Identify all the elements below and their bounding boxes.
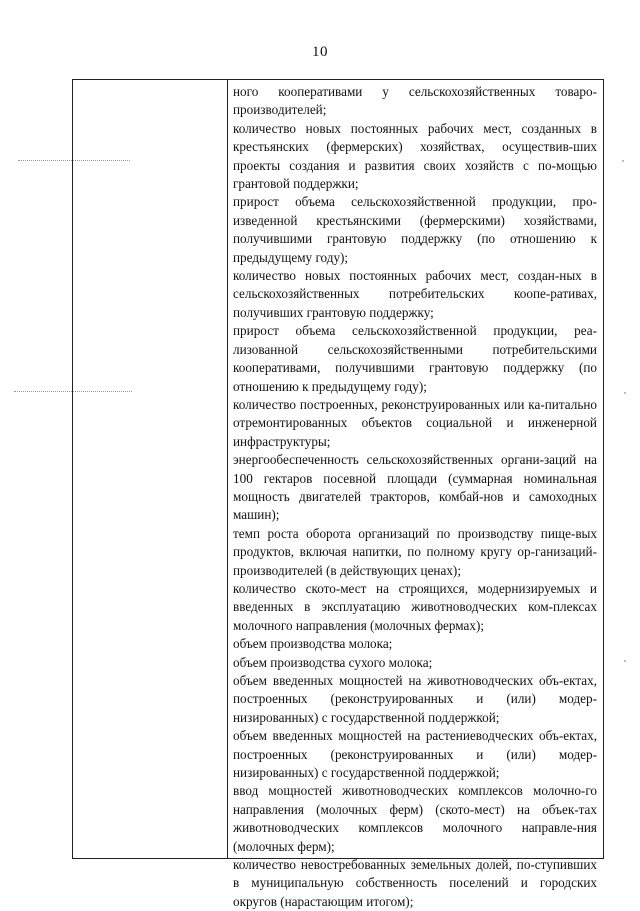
- table-paragraph: количество ското-мест на строящихся, модернизируемых и введенных в эксплуатацию животноводческих ком-плексах молочного направления (молочных фермах);: [233, 580, 597, 633]
- table-paragraph: объем производства молока;: [233, 636, 393, 652]
- table-paragraph: ввод мощностей животноводческих комплексов молочно-го направления (молочных ферм) (ското-мест) на объек-тах животноводческих комплексов молочного направле-ния (молочных ферм);: [233, 783, 597, 854]
- table-paragraph: количество построенных, реконструированных или ка-питально отремонтированных объектов социальной и инженерной инфраструктуры;: [233, 396, 597, 449]
- table-left-cell: [73, 80, 228, 858]
- table-paragraph: объем введенных мощностей на животноводческих объ-ектах, построенных (реконструированных и (или) модер-низированных) с государственной поддержкой;: [233, 673, 597, 725]
- table-paragraph: количество новых постоянных рабочих мест, созданных в крестьянских (фермерских) хозяйствах, осуществив-ших проекты создания и развития своих хозяйств с по-мощью грантовой поддержки;: [233, 120, 597, 192]
- table-paragraph: объем производства сухого молока;: [233, 654, 433, 670]
- table-paragraph: прирост объема сельскохозяйственной продукции, реа-лизованной сельскохозяйственными потребительскими кооперативами, получившими грантовую поддержку (по отношению к предыдущему году);: [233, 323, 597, 394]
- table-paragraph: прирост объема сельскохозяйственной продукции, про-изведенной крестьянскими (фермерскими) хозяйствами, получившими грантовую поддержку (по отношению к предыдущему году);: [233, 194, 597, 265]
- table-paragraph: ного кооперативами у сельскохозяйственных товаро-производителей;: [233, 84, 597, 118]
- table-right-cell: [228, 80, 603, 909]
- scan-dot: [622, 160, 624, 162]
- table-paragraph: объем введенных мощностей на растениеводческих объ-ектах, построенных (реконструированных и (или) модер-низированных) с государственной поддержкой;: [233, 728, 597, 781]
- page-number: 10: [312, 44, 328, 60]
- scan-dot: [624, 660, 626, 662]
- table-paragraph: количество невостребованных земельных долей, по-ступивших в муниципальную собственность поселений и городских округов (нарастающим итогом);: [233, 857, 597, 909]
- table-paragraph: энергообеспеченность сельскохозяйственных органи-заций на 100 гектаров посевной площади (суммарная номинальная мощность двигателей тракторов, комбай-нов и самоходных машин);: [233, 452, 597, 523]
- scan-dot: [624, 392, 626, 394]
- table-paragraph: темп роста оборота организаций по производству пище-вых продуктов, включая напитки, по полному кругу ор-ганизаций-производителей (в действующих ценах);: [233, 525, 597, 578]
- table-paragraph: количество новых постоянных рабочих мест, создан-ных в сельскохозяйственных потребительских коопе-ративах, получивших грантовую поддержку;: [233, 268, 597, 320]
- document-table: [72, 79, 604, 909]
